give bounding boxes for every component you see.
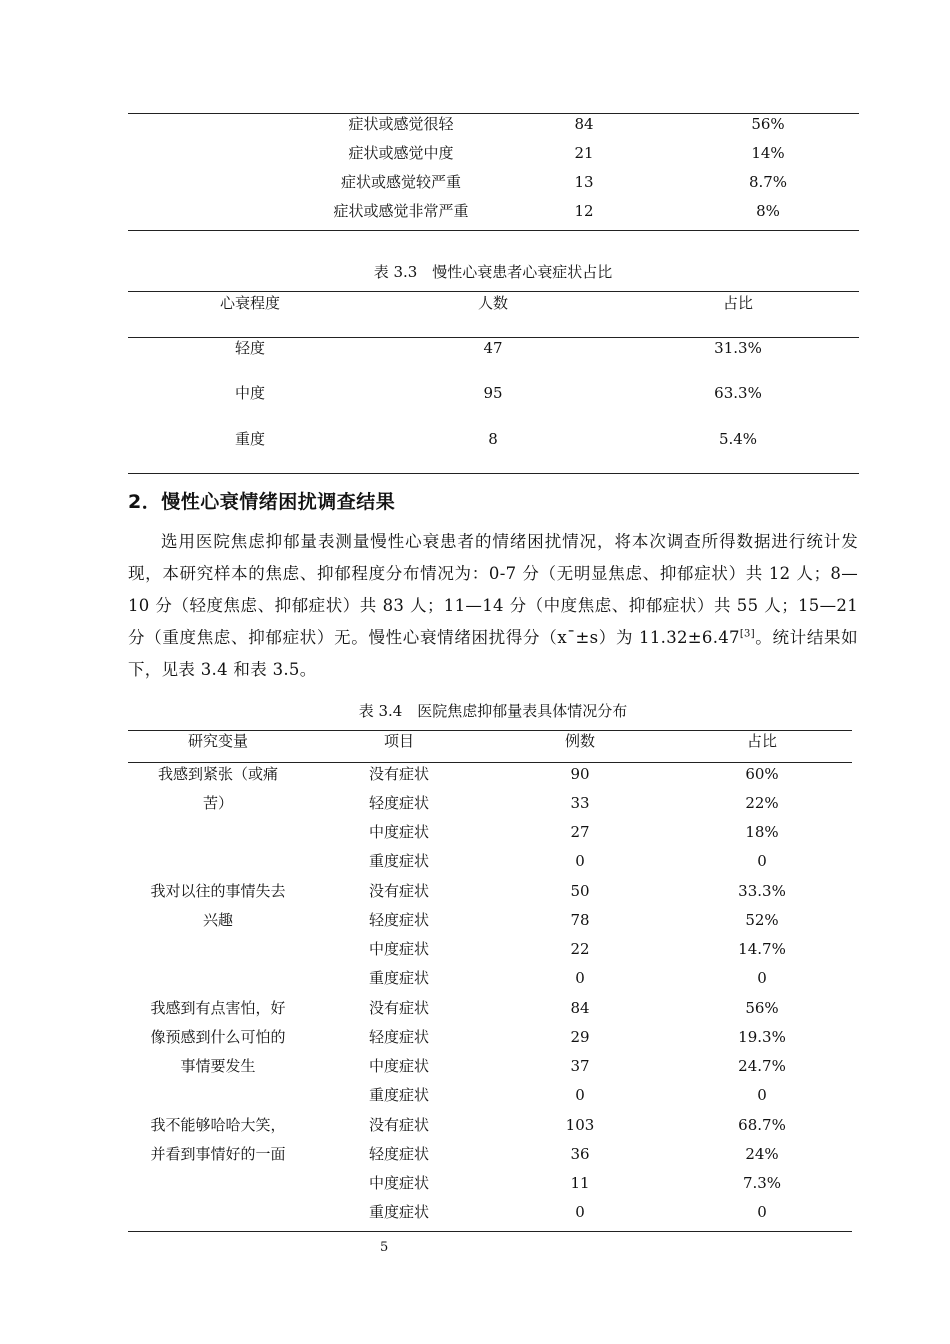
row-count: 12 (574, 202, 594, 220)
row-count: 84 (574, 115, 594, 133)
row-count: 36 (570, 1145, 590, 1163)
row-percent: 14% (751, 144, 785, 162)
column-header: 例数 (564, 732, 596, 750)
row-item: 轻度症状 (368, 1145, 430, 1163)
variable-label-line: 并看到事情好的一面 (150, 1145, 286, 1163)
row-level: 重度 (234, 430, 266, 448)
row-level: 轻度 (234, 339, 266, 357)
row-count: 33 (570, 794, 590, 812)
row-item: 中度症状 (368, 823, 430, 841)
row-item: 中度症状 (368, 940, 430, 958)
row-count: 21 (574, 144, 594, 162)
row-percent: 19.3% (738, 1028, 786, 1046)
row-count: 103 (565, 1116, 595, 1134)
row-percent: 0 (757, 969, 767, 987)
table-caption: 表 3.3 慢性心衰患者心衰症状占比 (373, 263, 613, 281)
table-top-rule (128, 291, 859, 292)
table-bottom-rule (128, 230, 859, 231)
variable-label-line: 事情要发生 (180, 1057, 256, 1075)
row-item: 没有症状 (368, 765, 430, 783)
row-percent: 56% (751, 115, 785, 133)
row-count: 37 (570, 1057, 590, 1075)
column-header: 心衰程度 (219, 294, 281, 312)
variable-label-line: 兴趣 (202, 911, 234, 929)
row-percent: 56% (745, 999, 779, 1017)
row-item: 没有症状 (368, 882, 430, 900)
table-bottom-rule (128, 473, 859, 474)
row-item: 轻度症状 (368, 911, 430, 929)
row-percent: 18% (745, 823, 779, 841)
variable-label-line: 我感到有点害怕，好 (150, 999, 286, 1017)
row-count: 13 (574, 173, 594, 191)
column-header: 人数 (477, 294, 509, 312)
row-level: 中度 (234, 384, 266, 402)
row-percent: 14.7% (738, 940, 786, 958)
row-percent: 22% (745, 794, 779, 812)
variable-label-line: 苦） (202, 794, 234, 812)
row-count: 0 (575, 969, 585, 987)
table-caption: 表 3.4 医院焦虑抑郁量表具体情况分布 (358, 702, 628, 720)
variable-label-line: 我对以往的事情失去 (150, 882, 286, 900)
row-count: 0 (575, 1203, 585, 1221)
row-item: 中度症状 (368, 1174, 430, 1192)
row-percent: 52% (745, 911, 779, 929)
row-percent: 24.7% (738, 1057, 786, 1075)
table-top-rule (128, 113, 859, 114)
row-item: 重度症状 (368, 852, 430, 870)
row-count: 47 (483, 339, 503, 357)
row-percent: 0 (757, 1203, 767, 1221)
row-count: 78 (570, 911, 590, 929)
row-percent: 7.3% (742, 1174, 782, 1192)
table-header-rule (128, 762, 852, 763)
row-count: 22 (570, 940, 590, 958)
row-count: 8 (488, 430, 498, 448)
variable-label-line: 我不能够哈哈大笑， (150, 1116, 286, 1134)
row-count: 11 (570, 1174, 590, 1192)
row-percent: 68.7% (738, 1116, 786, 1134)
row-item: 中度症状 (368, 1057, 430, 1075)
row-count: 27 (570, 823, 590, 841)
row-item: 重度症状 (368, 969, 430, 987)
row-percent: 5.4% (718, 430, 758, 448)
row-count: 90 (570, 765, 590, 783)
row-item: 轻度症状 (368, 794, 430, 812)
row-item: 轻度症状 (368, 1028, 430, 1046)
row-label: 症状或感觉很轻 (348, 115, 454, 133)
row-percent: 0 (757, 852, 767, 870)
row-percent: 24% (745, 1145, 779, 1163)
row-count: 84 (570, 999, 590, 1017)
column-header: 占比 (722, 294, 754, 312)
row-count: 0 (575, 1086, 585, 1104)
row-item: 重度症状 (368, 1203, 430, 1221)
row-percent: 63.3% (714, 384, 762, 402)
row-percent: 31.3% (714, 339, 762, 357)
row-count: 0 (575, 852, 585, 870)
row-label: 症状或感觉中度 (348, 144, 454, 162)
row-item: 没有症状 (368, 1116, 430, 1134)
column-header: 项目 (383, 732, 415, 750)
row-count: 50 (570, 882, 590, 900)
body-paragraph (128, 526, 858, 686)
row-label: 症状或感觉非常严重 (333, 202, 469, 220)
row-percent: 8% (756, 202, 780, 220)
paragraph-text: 选用医院焦虑抑郁量表测量慢性心衰患者的情绪困扰情况，将本次调查所得数据进行统计发现，本研究样本的焦虑、抑郁程度分布情况为：0-7 分（无明显焦虑、抑郁症状）共 12 人；8—10 分（轻度焦虑、抑郁症状）共 83 人；11—14 分（中度焦虑、抑郁症状）共 55 人；15—21 分（重度焦虑、抑郁症状）无。慢性心衰情绪困扰得分（x¯±s）为 11.32±6.47 (128, 532, 858, 647)
row-percent: 33.3% (738, 882, 786, 900)
paragraph-text-end: 。统计结果如下，见表 3.4 和表 3.5。 (128, 628, 858, 679)
variable-label-line: 我感到紧张（或痛 (157, 765, 279, 783)
row-percent: 60% (745, 765, 779, 783)
row-count: 95 (483, 384, 503, 402)
table-bottom-rule (128, 1231, 852, 1232)
column-header: 研究变量 (187, 732, 249, 750)
row-item: 重度症状 (368, 1086, 430, 1104)
variable-label-line: 像预感到什么可怕的 (150, 1028, 286, 1046)
row-item: 没有症状 (368, 999, 430, 1017)
row-label: 症状或感觉较严重 (340, 173, 462, 191)
page-number: 5 (380, 1240, 389, 1255)
citation-marker[interactable]: [3] (739, 628, 755, 640)
section-heading: 2．慢性心衰情绪困扰调查结果 (128, 491, 396, 513)
row-count: 29 (570, 1028, 590, 1046)
column-header: 占比 (746, 732, 778, 750)
row-percent: 8.7% (748, 173, 788, 191)
row-percent: 0 (757, 1086, 767, 1104)
